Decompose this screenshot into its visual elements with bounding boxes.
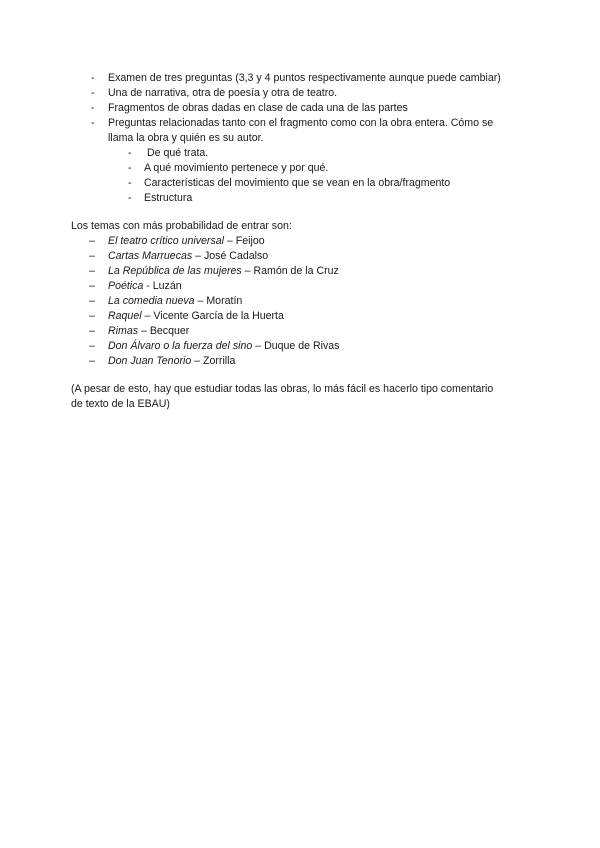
topic-bullet: – [89, 310, 95, 322]
topic-author: Zorrilla [203, 355, 236, 367]
exam-note-4-continued: llama la obra y quién es su autor. [108, 132, 264, 144]
topic-author: Duque de Rivas [264, 340, 340, 352]
sub-note-1: De qué trata. [147, 147, 209, 159]
topic-author: Vicente García de la Huerta [153, 310, 284, 322]
topic-separator: – [241, 265, 254, 277]
topic-separator: – [224, 235, 236, 247]
topic-separator: - [143, 280, 153, 292]
topic-author: Feijoo [235, 235, 265, 247]
list-bullet: - [91, 87, 95, 99]
closing-note-line-1: (A pesar de esto, hay que estudiar todas las obras, lo más fácil es hacerlo tipo comentario [71, 383, 494, 395]
topic-separator: – [194, 295, 207, 307]
topic-work: Rimas [108, 325, 139, 337]
topic-bullet: – [89, 235, 95, 247]
list-bullet: - [91, 72, 95, 84]
topic-author: Becquer [149, 325, 190, 337]
topic-work: La República de las mujeres [108, 265, 242, 277]
exam-note-4: Preguntas relacionadas tanto con el fragmento como con la obra entera. Cómo se [108, 117, 494, 129]
topics-heading: Los temas con más probabilidad de entrar son: [71, 220, 292, 232]
topic-bullet: – [89, 280, 95, 292]
topic-author: Luzán [152, 280, 182, 292]
topic-author: Moratín [206, 295, 243, 307]
topic-work: Raquel [108, 310, 142, 322]
exam-note-3: Fragmentos de obras dadas en clase de cada una de las partes [108, 102, 408, 114]
topic-work: Cartas Marruecas [108, 250, 193, 262]
topic-item [108, 339, 339, 354]
sub-note-3: Características del movimiento que se vean en la obra/fragmento [144, 177, 451, 189]
topic-bullet: – [89, 325, 95, 337]
topic-separator: – [192, 250, 204, 262]
sub-bullet: - [128, 177, 132, 189]
topic-item [108, 354, 235, 369]
topic-item [108, 249, 268, 264]
exam-note-1: Examen de tres preguntas (3,3 y 4 puntos respectivamente aunque puede cambiar) [108, 72, 501, 84]
topic-separator: – [141, 310, 154, 322]
topic-item [108, 279, 182, 294]
topic-work: Poética [108, 280, 144, 292]
topic-bullet: – [89, 265, 95, 277]
list-bullet: - [91, 102, 95, 114]
sub-bullet: - [128, 162, 132, 174]
list-bullet: - [91, 117, 95, 129]
topic-work: Don Álvaro o la fuerza del sino [108, 340, 253, 352]
sub-note-4: Estructura [144, 192, 193, 204]
topic-bullet: – [89, 295, 95, 307]
topic-item [108, 264, 339, 279]
topic-author: Ramón de la Cruz [253, 265, 339, 277]
topic-bullet: – [89, 340, 95, 352]
topic-item [108, 234, 265, 249]
topic-item [108, 309, 284, 324]
topic-bullet: – [89, 250, 95, 262]
sub-bullet: - [128, 147, 132, 159]
topic-item [108, 324, 189, 339]
topic-work: La comedia nueva [108, 295, 195, 307]
exam-note-2: Una de narrativa, otra de poesía y otra de teatro. [108, 87, 338, 99]
sub-note-2: A qué movimiento pertenece y por qué. [144, 162, 329, 174]
topic-work: El teatro crítico universal [108, 235, 224, 247]
topic-separator: – [252, 340, 265, 352]
sub-bullet: - [128, 192, 132, 204]
topic-separator: – [138, 325, 150, 337]
topic-separator: – [191, 355, 204, 367]
topic-work: Don Juan Tenorio [108, 355, 192, 367]
closing-note-line-2: de texto de la EBAU) [71, 398, 170, 410]
topic-author: José Cadalso [203, 250, 269, 262]
topic-item [108, 294, 242, 309]
topic-bullet: – [89, 355, 95, 367]
